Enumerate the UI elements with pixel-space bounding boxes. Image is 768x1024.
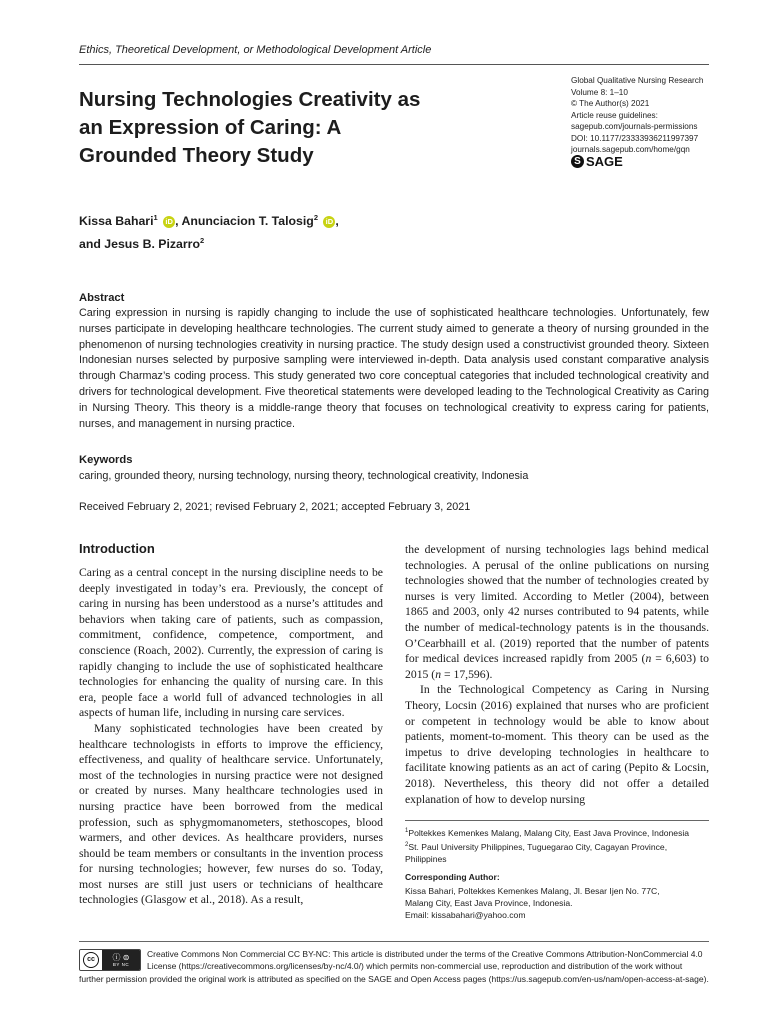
body-text-segment: the development of nursing technologies lags behind medical technologies. A perusal of the online publications on nursing technologies showed that the number of technologies created by nurses is very limited. According to Metler (2004), between 1865 and 2003, only 42 nurses contributed to 94 patents, while the number of medical-technology patents is in the thousands. O’Cearbhaill et al. (2019) reported that the number of patents for medical devices increased rapidly from 2005 ( <box>405 543 709 666</box>
received-dates: Received February 2, 2021; revised February 2, 2021; accepted February 3, 2021 <box>79 501 471 513</box>
author-name: Jesus B. Pizarro <box>104 237 200 252</box>
orcid-icon[interactable]: iD <box>163 216 175 228</box>
body-paragraph <box>405 542 709 682</box>
sage-wordmark: SAGE <box>586 154 623 169</box>
body-column-right <box>405 542 709 807</box>
reuse-label: Article reuse guidelines: <box>571 110 658 120</box>
abstract-heading: Abstract <box>79 292 125 304</box>
affiliations <box>405 825 709 865</box>
sage-logo <box>571 154 623 169</box>
author-name: Kissa Bahari <box>79 214 154 229</box>
doi-link[interactable]: DOI: 10.1177/23333936211997397 <box>571 133 699 143</box>
body-column-left <box>79 565 383 908</box>
journal-name: Global Qualitative Nursing Research <box>571 76 704 85</box>
corresponding-address-line: Malang City, East Java Province, Indonesia. <box>405 898 573 908</box>
corresponding-author-heading: Corresponding Author: <box>405 872 500 882</box>
license-block <box>79 948 709 985</box>
license-divider <box>79 941 709 942</box>
body-paragraph: Caring as a central concept in the nursing discipline needs to be deeply investigated in today’s era. Previously, the concept of caring in nursing has been understood as a nurse’s attitudes and behaviors when taking care of patients, such as compassion, commitment, confidence, competence, comportment, and conscience (Roach, 2002). Currently, the expression of caring is rapidly changing to include the use of sophisticated healthcare technologies for enhancing the quality of nursing care. In this era, people face a world full of advanced technologies in all aspects of human life, including in nursing care services. <box>79 566 383 720</box>
header-divider <box>79 64 709 65</box>
variable-n: n <box>435 667 442 681</box>
reuse-link[interactable]: sagepub.com/journals-permissions <box>571 122 698 131</box>
corresponding-address-line: Kissa Bahari, Poltekkes Kemenkes Malang, Jl. Besar Ijen No. 77C, <box>405 886 660 896</box>
affiliation-marker: 1 <box>153 213 158 222</box>
introduction-heading: Introduction <box>79 541 155 556</box>
body-text-segment: = 6,603) to 2015 ( <box>405 652 710 681</box>
affiliation-marker: 2 <box>405 841 409 848</box>
affiliation-2: $^2$St. Paul University Philippines, Tuguegarao City, Cagayan Province, Philippines <box>405 841 668 864</box>
cc-by-nc-badge[interactable] <box>79 949 141 971</box>
abstract-text: Caring expression in nursing is rapidly changing to include the use of sophisticated healthcare technologies. Unfortunately, few nurses participate in developing healthcare technologies. The current study aimed to generate a theory of nursing grounded in the phenomenon of nursing technologies creativity in nursing practice. The study design used a constructivist grounded theory. Sixteen Indonesian nurses selected by purposive sampling were interviewed in-depth. Data analysis used constant comparative analysis through Charmaz’s coding process. This study generated two core conceptual categories that included technological creativity and drivers for technological development. Five theoretical statements were developed leading to the Technological Creativity as Caring in Nursing Theory. This theory is a middle-range theory that focuses on technological creativity to express caring for patients, nurses, and management in nursing practice. <box>79 307 709 430</box>
author-name: Anunciacion T. Talosig <box>181 214 314 229</box>
author-conjunction: and <box>79 237 105 252</box>
affiliation-marker: 2 <box>199 236 205 246</box>
author-separator: , <box>175 214 182 229</box>
license-text: Creative Commons Non Commercial CC BY-NC: This article is distributed under the terms of the Creative Commons Attribution-NonCommercial 4.0 License (https://creativecommons.org/licenses/by-nc/4.0/) which permits non-commercial use, reproduction and distribution of the work without further permission provided the original work is attributed as specified on the SAGE and Open Access pages (https://us.sagepub.com/en-us/nam/open-access-at-sage). <box>79 949 709 984</box>
sage-mark-icon: S <box>571 155 584 168</box>
article-title: Nursing Technologies Creativity as an Expression of Caring: A Grounded Theory Study <box>79 88 421 167</box>
cc-icon: cc <box>83 952 99 968</box>
affiliation-marker: 2 <box>313 213 318 222</box>
author-separator: , <box>335 214 339 229</box>
affiliation-marker: 1 <box>405 828 409 834</box>
journal-home-link[interactable]: journals.sagepub.com/home/gqn <box>571 145 690 154</box>
author-list <box>79 208 409 254</box>
keywords-text: caring, grounded theory, nursing technology, nursing theory, technological creativity, Indonesia <box>79 470 529 482</box>
copyright: © The Author(s) 2021 <box>571 99 650 108</box>
affiliation-1: $^1$Poltekkes Kemenkes Malang, Malang City, East Java Province, Indonesia <box>405 827 690 838</box>
body-text-segment: = 17,596). <box>441 667 493 681</box>
keywords-heading: Keywords <box>79 454 133 466</box>
orcid-icon[interactable]: iD <box>323 216 335 228</box>
body-paragraph: In the Technological Competency as Caring in Nursing Theory, Locsin (2016) explained that nurses who are proficient or competent in technology would be able to know about patients, moment-to-moment. This theory can be used as the impetus to drive developing technologies in healthcare to facilitate knowing patients as an act of caring (Pepito & Locsin, 2018). Nevertheless, this theory did not offer a detailed explanation of how to develop nursing <box>405 683 709 806</box>
body-paragraph: Many sophisticated technologies have been created by healthcare technologists in efforts to improve the efficiency, effectiveness, and quality of healthcare service. Unfortunately, most of the technologies in nursing practice were not designed or created by nurses. Many healthcare technologies used in nursing practice have been borrowed from the medical profession, such as sphygmomanometers, stethoscopes, blood warmers, and other devices. As healthcare providers, nurses should be team members or consultants in the invention process for nursing technologies; however, few nurses do so. Today, most nurses are still just users or technicians of healthcare technologies (Glasgow et al., 2018). As a result, <box>79 721 383 907</box>
by-nc-label: BY NC <box>112 961 130 967</box>
journal-volume: Volume 8: 1–10 <box>571 87 628 97</box>
corresponding-author-info <box>405 885 709 921</box>
journal-meta <box>571 75 731 156</box>
variable-n: n <box>645 652 652 666</box>
by-nc-icon: ⓘ ⊜ <box>112 952 130 962</box>
footnote-divider <box>405 820 709 821</box>
corresponding-email[interactable]: Email: kissabahari@yahoo.com <box>405 910 526 920</box>
article-type-label: Ethics, Theoretical Development, or Methodological Development Article <box>79 44 432 56</box>
